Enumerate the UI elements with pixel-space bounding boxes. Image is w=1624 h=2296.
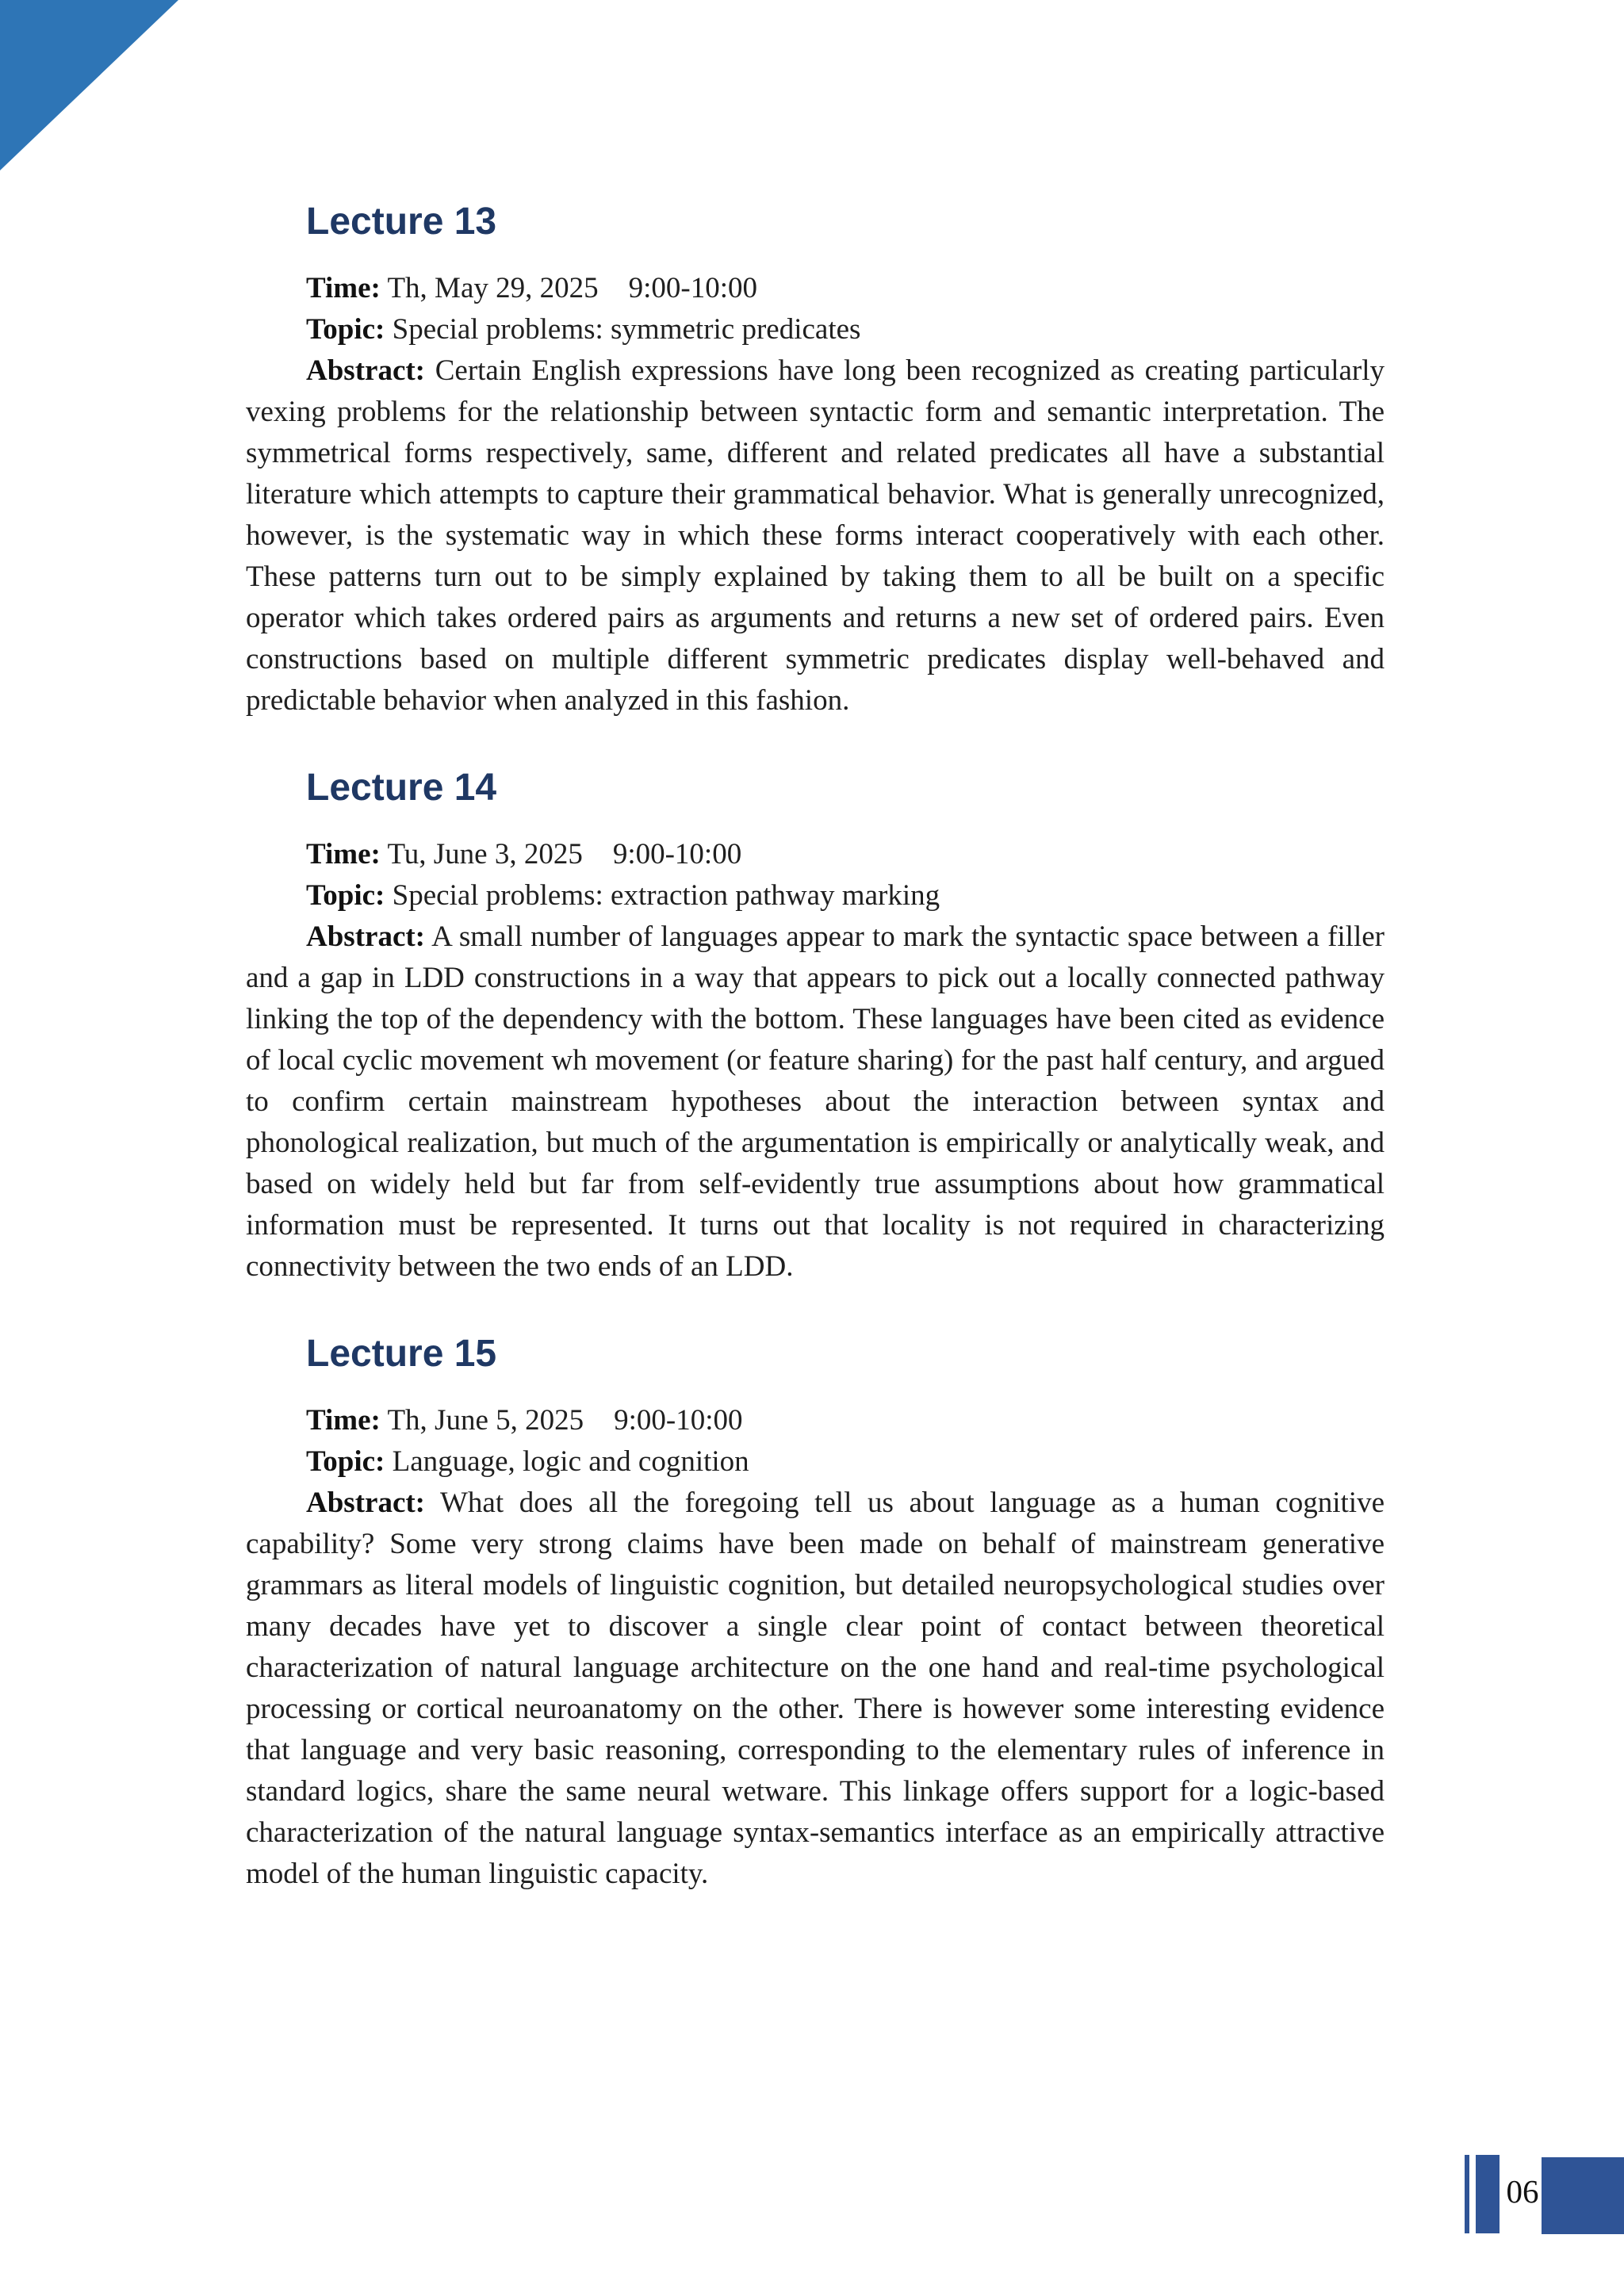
lecture-13-topic-line <box>246 309 1385 350</box>
lecture-13-time-line <box>246 268 1385 309</box>
topic-label: Topic: <box>306 1445 385 1478</box>
lecture-13-abstract <box>246 350 1385 721</box>
lecture-section-14 <box>246 769 1385 1288</box>
topic-label: Topic: <box>306 879 385 912</box>
lecture-15-abstract <box>246 1483 1385 1895</box>
abstract-text: Certain English expressions have long been recognized as creating particularly vexing problems for the relationship between syntactic form and semantic interpretation. The symmetrical forms respectively, same, different and related predicates all have a substantial literature which attempts to capture their grammatical behavior. What is generally unrecognized, however, is the systematic way in which these forms interact cooperatively with each other. These patterns turn out to be simply explained by taking them to all be built on a specific operator which takes ordered pairs as arguments and returns a new set of ordered pairs. Even constructions based on multiple different symmetric predicates display well-behaved and predictable behavior when analyzed in this fashion. <box>246 354 1385 717</box>
abstract-label: Abstract: <box>306 354 426 387</box>
time-date: Th, June 5, 2025 <box>387 1404 584 1437</box>
lecture-14-time-line <box>246 834 1385 875</box>
lecture-13-heading: Lecture 13 <box>306 201 497 243</box>
abstract-text: What does all the foregoing tell us about language as a human cognitive capability? Some very strong claims have been made on behalf of mainstream generative grammars as literal models of linguistic cognition, but detailed neuropsychological studies over many decades have yet to discover a single clear point of contact between theoretical characterization of natural language architecture on the one hand and real-time psychological processing or cortical neuroanatomy on the other. There is however some interesting evidence that language and very basic reasoning, corresponding to the elementary rules of inference in standard logics, share the same neural wetware. This linkage offers support for a logic-based characterization of the natural language syntax-semantics interface as an empirically attractive model of the human linguistic capacity. <box>246 1487 1385 1890</box>
page-number: 06 <box>1506 2173 1539 2210</box>
topic-value: Language, logic and cognition <box>392 1445 749 1478</box>
topic-value: Special problems: extraction pathway marking <box>392 879 940 912</box>
abstract-text: A small number of languages appear to mark the syntactic space between a filler and a gap in LDD constructions in a way that appears to pick out a locally connected pathway linking the top of the dependency with the bottom. These languages have been cited as evidence of local cyclic movement wh movement (or feature sharing) for the past half century, and argued to confirm certain mainstream hypotheses about the interaction between syntax and phonological realization, but much of the argumentation is empirically or analytically weak, and based on widely held but far from self-evidently true assumptions about how grammatical information must be represented. It turns out that locality is not required in characterizing connectivity between the two ends of an LDD. <box>246 920 1385 1283</box>
time-label: Time: <box>306 838 381 871</box>
time-hours: 9:00-10:00 <box>628 272 758 304</box>
footer-thick-bar-decoration <box>1476 2155 1500 2233</box>
page-content <box>246 0 1385 1895</box>
abstract-label: Abstract: <box>306 920 426 953</box>
abstract-label: Abstract: <box>306 1487 426 1519</box>
time-label: Time: <box>306 272 381 304</box>
time-label: Time: <box>306 1404 381 1437</box>
corner-triangle-decoration <box>0 0 178 170</box>
lecture-14-abstract <box>246 916 1385 1288</box>
lecture-15-heading: Lecture 15 <box>306 1333 497 1375</box>
topic-value: Special problems: symmetric predicates <box>392 313 861 346</box>
footer-thin-bar-decoration <box>1465 2155 1469 2233</box>
time-hours: 9:00-10:00 <box>614 1404 743 1437</box>
topic-label: Topic: <box>306 313 385 346</box>
lecture-14-heading: Lecture 14 <box>306 767 497 809</box>
lecture-15-time-line <box>246 1400 1385 1441</box>
lecture-section-15 <box>246 1335 1385 1895</box>
time-date: Tu, June 3, 2025 <box>387 838 583 871</box>
lecture-14-topic-line <box>246 875 1385 916</box>
lecture-section-13 <box>246 203 1385 721</box>
lecture-15-topic-line <box>246 1441 1385 1483</box>
footer-wide-bar-decoration <box>1542 2157 1624 2234</box>
time-hours: 9:00-10:00 <box>612 838 742 871</box>
time-date: Th, May 29, 2025 <box>387 272 599 304</box>
